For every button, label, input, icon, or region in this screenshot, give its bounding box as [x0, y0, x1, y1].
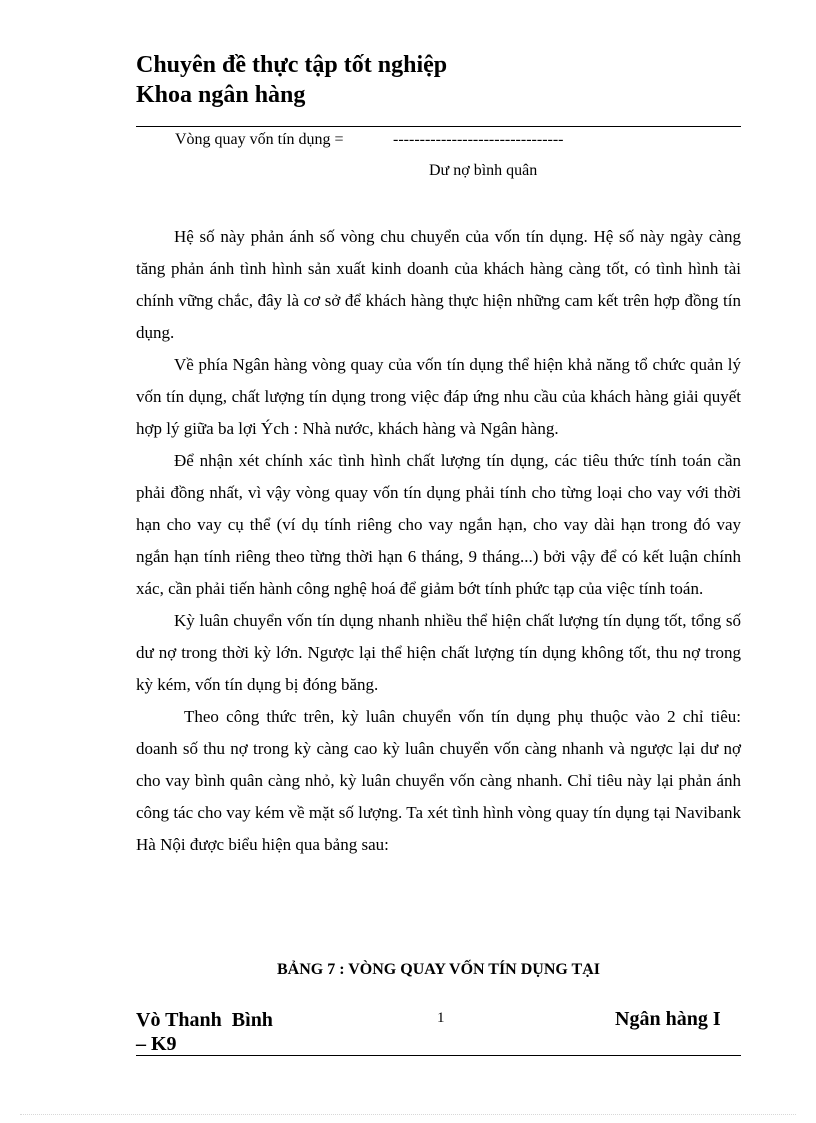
- header-subtitle: Khoa ngân hàng: [136, 82, 306, 108]
- footer-author-class: – K9: [136, 1033, 177, 1055]
- formula-line: [175, 131, 564, 149]
- paragraph: Theo công thức trên, kỳ luân chuyển vốn tín dụng phụ thuộc vào 2 chỉ tiêu: doanh số thu nợ trong kỳ càng cao kỳ luân chuyển vốn càng nhanh và ngược lại dư nợ cho vay bình quân càng nhỏ, kỳ luân chuyển vốn càng nhanh. Chỉ tiêu này lại phản ánh công tác cho vay kém về mặt số lượng. Ta xét tình hình vòng quay tín dụng tại Navibank Hà Nội được biểu hiện qua bảng sau:: [136, 707, 741, 854]
- paragraph: Hệ số này phản ánh số vòng chu chuyển của vốn tín dụng. Hệ số này ngày càng tăng phản ánh tình hình sản xuất kinh doanh của khách hàng càng tốt, có tình hình tài chính vững chắc, đây là cơ sở để khách hàng thực hiện những cam kết trên hợp đồng tín dụng.: [136, 227, 741, 342]
- footer-author: [136, 1008, 273, 1056]
- footer-rule: [136, 1055, 741, 1056]
- formula-fraction-line: --------------------------------: [393, 131, 564, 148]
- formula-label: Vòng quay vốn tín dụng =: [175, 131, 344, 148]
- paragraph: Kỳ luân chuyển vốn tín dụng nhanh nhiều thể hiện chất lượng tín dụng tốt, tổng số dư nợ trong thời kỳ lớn. Ngược lại thể hiện chất lượng tín dụng không tốt, thu nợ trong kỳ kém, vốn tín dụng bị đóng băng.: [136, 611, 741, 694]
- paragraph: Về phía Ngân hàng vòng quay của vốn tín dụng thể hiện khả năng tổ chức quản lý vốn tín dụng, chất lượng tín dụng trong việc đáp ứng nhu cầu của khách hàng giải quyết hợp lý giữa ba lợi Ých : Nhà nước, khách hàng và Ngân hàng.: [136, 355, 741, 438]
- page-bottom-dotted-line: [20, 1114, 796, 1115]
- formula-denominator: Dư nợ bình quân: [429, 162, 538, 179]
- body-text: [136, 221, 741, 861]
- footer-author-name: Vò Thanh Bình: [136, 1009, 273, 1031]
- footer-department: Ngân hàng I: [615, 1008, 721, 1030]
- page-header: [136, 50, 447, 110]
- table-title: BẢNG 7 : VÒNG QUAY VỐN TÍN DỤNG TẠI: [276, 961, 600, 978]
- header-rule: [136, 126, 741, 127]
- header-title: Chuyên đề thực tập tốt nghiệp: [136, 52, 448, 78]
- paragraph: Để nhận xét chính xác tình hình chất lượng tín dụng, các tiêu thức tính toán cần phải đồng nhất, vì vậy vòng quay vốn tín dụng phải tính cho từng loại cho vay với thời hạn cho vay cụ thể (ví dụ tính riêng cho vay ngắn hạn, cho vay dài hạn trong đó vay ngắn hạn tính riêng theo từng thời hạn 6 tháng, 9 tháng...) bởi vậy để có kết luận chính xác, cần phải tiến hành công nghệ hoá để giảm bớt tính phức tạp của việc tính toán.: [136, 451, 741, 598]
- footer-page-number: 1: [437, 1010, 445, 1026]
